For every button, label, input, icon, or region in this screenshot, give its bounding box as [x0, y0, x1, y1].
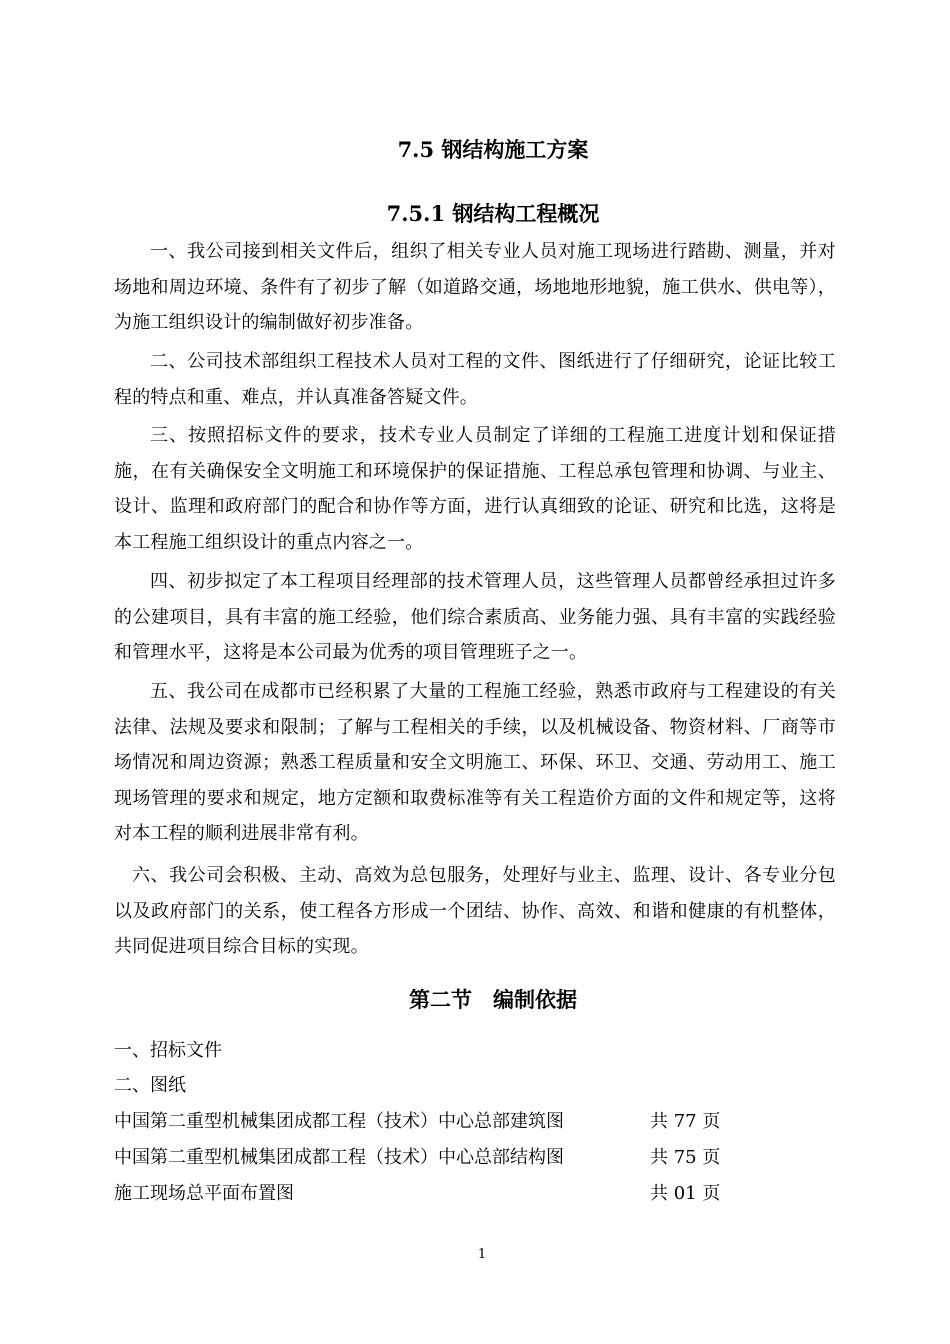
- section-title: 第二节 编制依据: [409, 987, 577, 1012]
- drawing-page-count: 共 77 页: [650, 1111, 721, 1132]
- drawing-row: [114, 1108, 754, 1136]
- paragraph-1: 一、我公司接到相关文件后，组织了相关专业人员对施工现场进行踏勘、测量，并对场地和周边环境、条件有了初步了解（如道路交通，场地地形地貌，施工供水、供电等），为施工组织设计的编制做好初步准备。: [114, 241, 836, 334]
- basis-item-tender-documents: 一、招标文件: [114, 1040, 222, 1061]
- paragraph-2: 二、公司技术部组织工程技术人员对工程的文件、图纸进行了仔细研究，论证比较工程的特点和重、难点，并认真准备答疑文件。: [114, 351, 836, 408]
- paragraph-5: 五、我公司在成都市已经积累了大量的工程施工经验，熟悉市政府与工程建设的有关法律、法规及要求和限制；了解与工程相关的手续，以及机械设备、物资材料、厂商等市场情况和周边资源；熟悉工程质量和安全文明施工、环保、环卫、交通、劳动用工、施工现场管理的要求和规定，地方定额和取费标准等有关工程造价方面的文件和规定等，这将对本工程的顺利进展非常有利。: [114, 681, 836, 845]
- drawing-name: 中国第二重型机械集团成都工程（技术）中心总部建筑图: [114, 1111, 564, 1132]
- document-title: 7.5 钢结构施工方案: [397, 137, 589, 162]
- drawing-row: [114, 1180, 754, 1208]
- drawing-name: 施工现场总平面布置图: [114, 1183, 294, 1204]
- drawing-page-count: 共 75 页: [650, 1147, 721, 1168]
- page-number: 1: [477, 1247, 487, 1262]
- section-subtitle: 7.5.1 钢结构工程概况: [386, 201, 600, 226]
- paragraph-3: 三、按照招标文件的要求，技术专业人员制定了详细的工程施工进度计划和保证措施，在有关确保安全文明施工和环境保护的保证措施、工程总承包管理和协调、与业主、设计、监理和政府部门的配合和协作等方面，进行认真细致的论证、研究和比选，这将是本工程施工组织设计的重点内容之一。: [114, 425, 836, 553]
- drawing-page-count: 共 01 页: [650, 1183, 721, 1204]
- drawing-name: 中国第二重型机械集团成都工程（技术）中心总部结构图: [114, 1147, 564, 1168]
- drawing-row: [114, 1144, 754, 1172]
- basis-item-drawings: 二、图纸: [114, 1075, 186, 1096]
- paragraph-6: 六、我公司会积极、主动、高效为总包服务，处理好与业主、监理、设计、各专业分包以及政府部门的关系，使工程各方形成一个团结、协作、高效、和谐和健康的有机整体，共同促进项目综合目标的实现。: [114, 865, 836, 958]
- paragraph-4: 四、初步拟定了本工程项目经理部的技术管理人员，这些管理人员都曾经承担过许多的公建项目，具有丰富的施工经验，他们综合素质高、业务能力强、具有丰富的实践经验和管理水平，这将是本公司最为优秀的项目管理班子之一。: [114, 571, 836, 664]
